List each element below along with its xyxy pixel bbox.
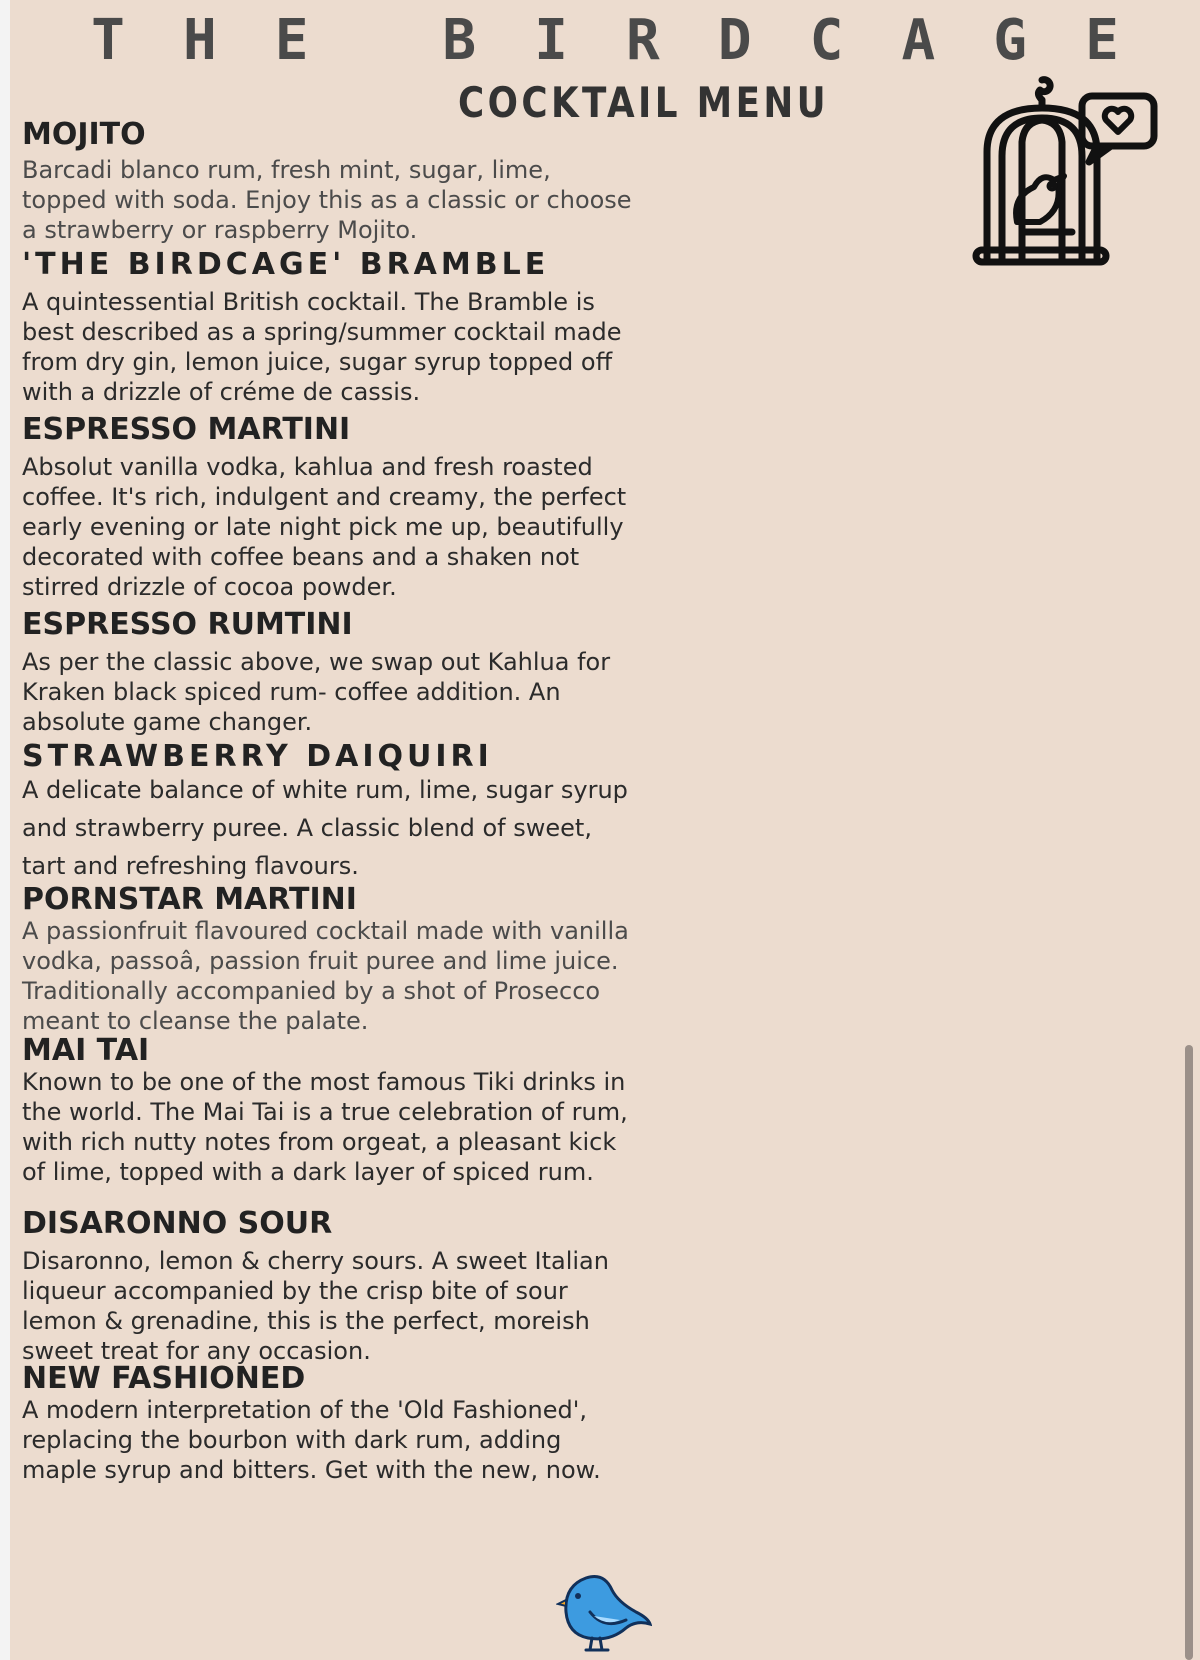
title-letter: E: [274, 8, 309, 73]
title-letter: A: [901, 8, 936, 73]
title-letter: B: [442, 8, 477, 73]
title-letter: D: [717, 8, 752, 73]
menu-item-name: MOJITO: [22, 117, 146, 152]
birdcage-icon: [972, 72, 1162, 282]
title-letter: R: [626, 8, 660, 73]
scrollbar[interactable]: [1185, 1045, 1193, 1660]
title-letter: G: [993, 8, 1027, 73]
menu-item-description: A passionfruit flavoured cocktail made with vanilla vodka, passoâ, passion fruit puree and lime juice. Traditionally accompanied by a shot of Prosecco meant to cleanse the palate.: [22, 917, 629, 1035]
menu-item-description: A modern interpretation of the 'Old Fashioned', replacing the bourbon with dark rum, adding maple syrup and bitters. Get with the new, now.: [22, 1396, 601, 1484]
menu-item-name: DISARONNO SOUR: [22, 1206, 333, 1241]
menu-item-name: STRAWBERRY DAIQUIRI: [22, 739, 493, 774]
menu-item-description: Absolut vanilla vodka, kahlua and fresh roasted coffee. It's rich, indulgent and creamy, the perfect early evening or late night pick me up, beautifully decorated with coffee beans and a shaken not stirred drizzle of cocoa powder.: [22, 453, 627, 601]
menu-item-mai-tai: [22, 1034, 642, 1187]
menu-item-espresso-rumtini: [22, 608, 642, 737]
menu-item-new-fashioned: [22, 1362, 642, 1485]
menu-item-description: Known to be one of the most famous Tiki drinks in the world. The Mai Tai is a true celebration of rum, with rich nutty notes from orgeat, a pleasant kick of lime, topped with a dark layer of spiced rum.: [22, 1068, 628, 1186]
menu-item-description: Barcadi blanco rum, fresh mint, sugar, lime, topped with soda. Enjoy this as a classic or choose a strawberry or raspberry Mojito.: [22, 156, 632, 244]
menu-subtitle: COCKTAIL MENU: [458, 78, 830, 127]
page-left-edge: [0, 0, 10, 1660]
menu-item-description: Disaronno, lemon & cherry sours. A sweet Italian liqueur accompanied by the crisp bite of sour lemon & grenadine, this is the perfect, moreish sweet treat for any occasion.: [22, 1247, 609, 1365]
menu-item-strawberry-daiquiri: [22, 740, 642, 885]
title-gap: [355, 8, 395, 73]
menu-item-name: MAI TAI: [22, 1033, 150, 1068]
title-letter: H: [182, 8, 217, 73]
menu-item-espresso-martini: [22, 413, 642, 602]
page-title: [80, 8, 1130, 73]
menu-item-mojito: [22, 118, 642, 245]
title-letter: C: [809, 8, 844, 73]
menu-item-bramble: [22, 248, 642, 407]
blue-bird-icon: [556, 1572, 652, 1656]
menu-item-description: As per the classic above, we swap out Kahlua for Kraken black spiced rum- coffee addition. An absolute game changer.: [22, 648, 611, 736]
menu-item-name: NEW FASHIONED: [22, 1361, 306, 1396]
menu-item-name: ESPRESSO MARTINI: [22, 412, 351, 447]
title-letter: E: [1085, 8, 1119, 73]
menu-item-description: A delicate balance of white rum, lime, sugar syrup and strawberry puree. A classic blend of sweet, tart and refreshing flavours.: [22, 776, 628, 880]
menu-item-name: ESPRESSO RUMTINI: [22, 607, 353, 642]
title-letter: T: [91, 8, 125, 73]
title-letter: I: [534, 8, 568, 73]
menu-item-description: A quintessential British cocktail. The Bramble is best described as a spring/summer cocktail made from dry gin, lemon juice, sugar syrup topped off with a drizzle of créme de cassis.: [22, 288, 622, 406]
menu-item-name: PORNSTAR MARTINI: [22, 882, 357, 917]
menu-item-disaronno-sour: [22, 1207, 642, 1366]
menu-item-name: 'THE BIRDCAGE' BRAMBLE: [22, 247, 550, 282]
menu-item-pornstar-martini: [22, 883, 642, 1036]
